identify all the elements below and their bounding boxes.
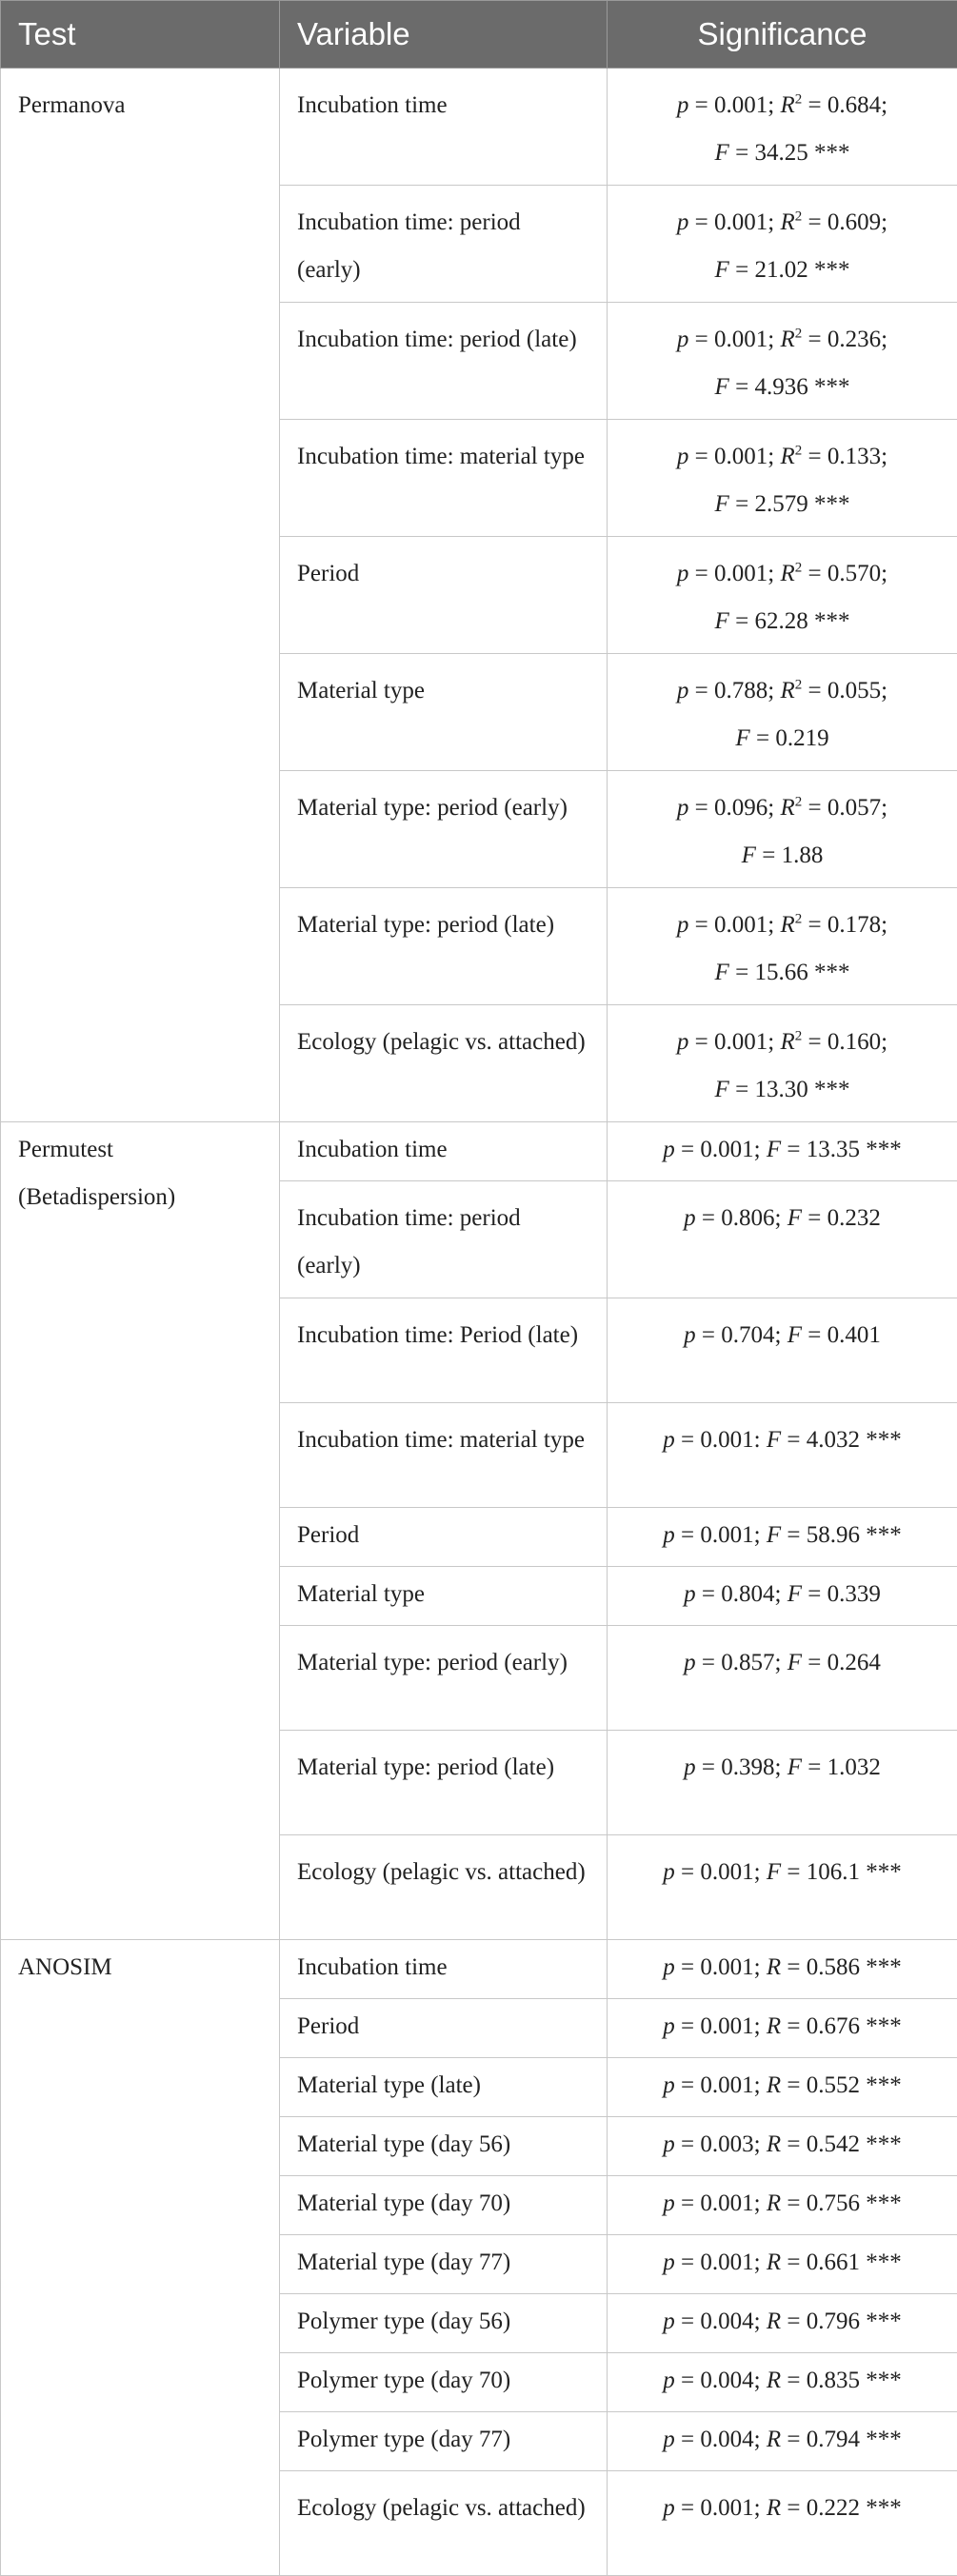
- variable-name: Material type: [297, 678, 425, 703]
- significance-stars: ***: [814, 491, 850, 517]
- p-value: 0.001: [700, 2190, 753, 2216]
- r-value: 0.796: [807, 2308, 860, 2334]
- variable-name: Incubation time: period (early): [297, 1205, 521, 1278]
- p-value: 0.788: [714, 678, 768, 703]
- p-value: 0.001: [700, 1522, 753, 1548]
- significance-cell: p = 0.704; F = 0.401: [608, 1298, 957, 1403]
- variable-name: Ecology (pelagic vs. attached): [297, 1029, 586, 1055]
- significance-cell: p = 0.001; R = 0.552 ***: [608, 2058, 957, 2117]
- test-cell: [1, 1940, 280, 2576]
- r2-value: 0.133: [827, 444, 881, 469]
- significance-stars: ***: [866, 1859, 902, 1885]
- significance-cell: p = 0.004; R = 0.794 ***: [608, 2412, 957, 2471]
- significance-cell: p = 0.003; R = 0.542 ***: [608, 2117, 957, 2176]
- f-value: 4.032: [807, 1427, 860, 1453]
- table-row: [1, 1940, 957, 1999]
- table-body: [1, 69, 957, 2576]
- significance-stars: ***: [866, 1522, 902, 1548]
- significance-cell: p = 0.398; F = 1.032: [608, 1731, 957, 1835]
- significance-stars: ***: [866, 1427, 902, 1453]
- p-value: 0.001: [714, 327, 768, 352]
- significance-cell: p = 0.788; $R^2 = 0.055$; F = 0.219: [608, 654, 957, 771]
- p-value: 0.004: [700, 2308, 753, 2334]
- variable-name: Polymer type (day 56): [297, 2308, 510, 2334]
- variable-name: Material type (day 77): [297, 2249, 510, 2275]
- variable-cell: [280, 1403, 608, 1508]
- p-value: 0.001: [714, 561, 768, 586]
- variable-cell: [280, 2412, 608, 2471]
- significance-cell: p = 0.001; R = 0.586 ***: [608, 1940, 957, 1999]
- significance-stars: ***: [814, 257, 850, 283]
- separator: ;: [775, 1754, 782, 1780]
- significance-stars: ***: [814, 960, 850, 985]
- p-value: 0.804: [721, 1581, 774, 1607]
- test-name: Permanova: [18, 92, 125, 118]
- separator: ;: [775, 1650, 782, 1675]
- variable-cell: [280, 2235, 608, 2294]
- p-value: 0.001: [700, 1427, 753, 1453]
- f-value: 0.339: [827, 1581, 881, 1607]
- f-value: 0.401: [827, 1322, 881, 1348]
- significance-cell: p = 0.001; R = 0.661 ***: [608, 2235, 957, 2294]
- variable-name: Material type: [297, 1581, 425, 1607]
- significance-cell: p = 0.001; R = 0.676 ***: [608, 1999, 957, 2058]
- significance-stars: ***: [814, 1077, 850, 1102]
- variable-name: Ecology (pelagic vs. attached): [297, 1859, 586, 1885]
- variable-cell: [280, 537, 608, 654]
- p-value: 0.004: [700, 2427, 753, 2452]
- variable-cell: [280, 2117, 608, 2176]
- p-value: 0.857: [721, 1650, 774, 1675]
- significance-cell: p = 0.806; F = 0.232: [608, 1181, 957, 1298]
- header-significance: Significance: [608, 1, 957, 69]
- variable-name: Incubation time: material type: [297, 1427, 585, 1453]
- variable-name: Polymer type (day 70): [297, 2368, 510, 2393]
- significance-stars: ***: [814, 140, 850, 166]
- significance-stars: ***: [866, 2131, 902, 2157]
- variable-cell: [280, 888, 608, 1005]
- variable-cell: [280, 1005, 608, 1122]
- f-value: 4.936: [754, 374, 807, 400]
- variable-name: Incubation time: period (late): [297, 327, 577, 352]
- r-value: 0.676: [807, 2013, 860, 2039]
- variable-name: Incubation time: material type: [297, 444, 585, 469]
- p-value: 0.001: [700, 1137, 753, 1162]
- f-value: 1.032: [827, 1754, 881, 1780]
- significance-stars: ***: [866, 2072, 902, 2098]
- significance-cell: p = 0.001; R = 0.222 ***: [608, 2471, 957, 2576]
- variable-name: Material type (day 70): [297, 2190, 510, 2216]
- significance-stars: ***: [866, 2249, 902, 2275]
- p-value: 0.001: [700, 1954, 753, 1980]
- significance-cell: p = 0.001; $R^2 = 0.160$; F = 13.30 ***: [608, 1005, 957, 1122]
- p-value: 0.001: [714, 92, 768, 118]
- r2-value: 0.057: [827, 795, 881, 821]
- p-value: 0.806: [721, 1205, 774, 1231]
- r2-value: 0.236: [827, 327, 881, 352]
- variable-cell: [280, 2353, 608, 2412]
- p-value: 0.096: [714, 795, 768, 821]
- r2-value: 0.178: [827, 912, 881, 938]
- p-value: 0.001: [700, 2072, 753, 2098]
- variable-name: Material type (late): [297, 2072, 481, 2098]
- variable-cell: [280, 1835, 608, 1940]
- r2-value: 0.570: [827, 561, 881, 586]
- significance-cell: p = 0.001: F = 4.032 ***: [608, 1403, 957, 1508]
- header-test: Test: [1, 1, 280, 69]
- r2-value: 0.160: [827, 1029, 881, 1055]
- significance-cell: p = 0.004; R = 0.796 ***: [608, 2294, 957, 2353]
- table-row: [1, 69, 957, 186]
- r2-value: 0.609: [827, 209, 881, 235]
- significance-stars: ***: [814, 608, 850, 634]
- variable-cell: [280, 186, 608, 303]
- variable-cell: [280, 1298, 608, 1403]
- variable-name: Incubation time: period (early): [297, 209, 521, 283]
- variable-cell: [280, 1940, 608, 1999]
- r-value: 0.552: [807, 2072, 860, 2098]
- variable-name: Polymer type (day 77): [297, 2427, 510, 2452]
- significance-cell: p = 0.001; $R^2 = 0.178$; F = 15.66 ***: [608, 888, 957, 1005]
- variable-cell: [280, 2176, 608, 2235]
- significance-cell: p = 0.096; $R^2 = 0.057$; F = 1.88: [608, 771, 957, 888]
- p-value: 0.398: [721, 1754, 774, 1780]
- significance-cell: p = 0.857; F = 0.264: [608, 1626, 957, 1731]
- variable-name: Ecology (pelagic vs. attached): [297, 2495, 586, 2521]
- f-value: 1.88: [782, 842, 824, 868]
- f-value: 13.30: [754, 1077, 807, 1102]
- significance-cell: p = 0.001; $R^2 = 0.609$; F = 21.02 ***: [608, 186, 957, 303]
- significance-stars: ***: [866, 1954, 902, 1980]
- test-cell: [1, 69, 280, 1122]
- p-value: 0.001: [700, 2495, 753, 2521]
- significance-cell: p = 0.004; R = 0.835 ***: [608, 2353, 957, 2412]
- f-value: 62.28: [754, 608, 807, 634]
- r-value: 0.542: [807, 2131, 860, 2157]
- p-value: 0.704: [721, 1322, 774, 1348]
- significance-cell: p = 0.001; $R^2 = 0.236$; F = 4.936 ***: [608, 303, 957, 420]
- p-value: 0.004: [700, 2368, 753, 2393]
- test-cell: [1, 1122, 280, 1940]
- variable-name: Material type (day 56): [297, 2131, 510, 2157]
- f-value: 15.66: [754, 960, 807, 985]
- variable-name: Material type: period (late): [297, 912, 554, 938]
- f-value: 58.96: [807, 1522, 860, 1548]
- p-value: 0.001: [700, 1859, 753, 1885]
- r-value: 0.222: [807, 2495, 860, 2521]
- f-value: 0.219: [775, 725, 828, 751]
- significance-cell: p = 0.001; R = 0.756 ***: [608, 2176, 957, 2235]
- significance-cell: p = 0.001; $R^2 = 0.570$; F = 62.28 ***: [608, 537, 957, 654]
- significance-cell: p = 0.001; $R^2 = 0.133$; F = 2.579 ***: [608, 420, 957, 537]
- header-row: [1, 1, 957, 69]
- r-value: 0.661: [807, 2249, 860, 2275]
- r-value: 0.586: [807, 1954, 860, 1980]
- table-header: [1, 1, 957, 69]
- test-name: Permutest (Betadispersion): [18, 1137, 175, 1210]
- separator: ;: [775, 1205, 782, 1231]
- header-variable: Variable: [280, 1, 608, 69]
- r-value: 0.756: [807, 2190, 860, 2216]
- r2-value: 0.055: [827, 678, 881, 703]
- significance-stars: ***: [814, 374, 850, 400]
- f-value: 21.02: [754, 257, 807, 283]
- test-name: ANOSIM: [18, 1954, 112, 1980]
- p-value: 0.001: [714, 209, 768, 235]
- variable-cell: [280, 1567, 608, 1626]
- variable-name: Material type: period (early): [297, 795, 568, 821]
- significance-stars: ***: [866, 2013, 902, 2039]
- variable-cell: [280, 654, 608, 771]
- variable-cell: [280, 2058, 608, 2117]
- variable-name: Incubation time: [297, 92, 448, 118]
- variable-cell: [280, 1181, 608, 1298]
- f-value: 2.579: [754, 491, 807, 517]
- r2-value: 0.684: [827, 92, 881, 118]
- separator: ;: [775, 1581, 782, 1607]
- variable-name: Material type: period (early): [297, 1650, 568, 1675]
- significance-cell: p = 0.001; F = 106.1 ***: [608, 1835, 957, 1940]
- f-value: 34.25: [754, 140, 807, 166]
- significance-stars: ***: [866, 1137, 902, 1162]
- variable-name: Period: [297, 1522, 359, 1548]
- significance-cell: p = 0.001; F = 13.35 ***: [608, 1122, 957, 1181]
- r-value: 0.835: [807, 2368, 860, 2393]
- variable-name: Period: [297, 2013, 359, 2039]
- variable-cell: [280, 771, 608, 888]
- p-value: 0.001: [714, 444, 768, 469]
- f-value: 13.35: [807, 1137, 860, 1162]
- separator: ;: [754, 1137, 761, 1162]
- significance-cell: p = 0.001; F = 58.96 ***: [608, 1508, 957, 1567]
- variable-cell: [280, 420, 608, 537]
- p-value: 0.001: [714, 1029, 768, 1055]
- variable-cell: [280, 2294, 608, 2353]
- table-row: [1, 1122, 957, 1181]
- p-value: 0.001: [700, 2013, 753, 2039]
- p-value: 0.003: [700, 2131, 753, 2157]
- significance-stars: ***: [866, 2495, 902, 2521]
- variable-cell: [280, 303, 608, 420]
- variable-cell: [280, 1122, 608, 1181]
- variable-name: Period: [297, 561, 359, 586]
- significance-cell: p = 0.804; F = 0.339: [608, 1567, 957, 1626]
- f-value: 0.264: [827, 1650, 881, 1675]
- p-value: 0.001: [700, 2249, 753, 2275]
- separator: :: [754, 1427, 761, 1453]
- significance-stars: ***: [866, 2190, 902, 2216]
- significance-stars: ***: [866, 2308, 902, 2334]
- variable-name: Material type: period (late): [297, 1754, 554, 1780]
- variable-cell: [280, 69, 608, 186]
- variable-name: Incubation time: [297, 1137, 448, 1162]
- separator: ;: [754, 1859, 761, 1885]
- f-value: 106.1: [807, 1859, 860, 1885]
- variable-name: Incubation time: Period (late): [297, 1322, 578, 1348]
- variable-cell: [280, 1626, 608, 1731]
- separator: ;: [754, 1522, 761, 1548]
- variable-cell: [280, 1731, 608, 1835]
- significance-stars: ***: [866, 2368, 902, 2393]
- significance-cell: p = 0.001; $R^2 = 0.684$; F = 34.25 ***: [608, 69, 957, 186]
- variable-cell: [280, 1508, 608, 1567]
- p-value: 0.001: [714, 912, 768, 938]
- significance-stars: ***: [866, 2427, 902, 2452]
- f-value: 0.232: [827, 1205, 881, 1231]
- variable-name: Incubation time: [297, 1954, 448, 1980]
- r-value: 0.794: [807, 2427, 860, 2452]
- variable-cell: [280, 1999, 608, 2058]
- separator: ;: [775, 1322, 782, 1348]
- variable-cell: [280, 2471, 608, 2576]
